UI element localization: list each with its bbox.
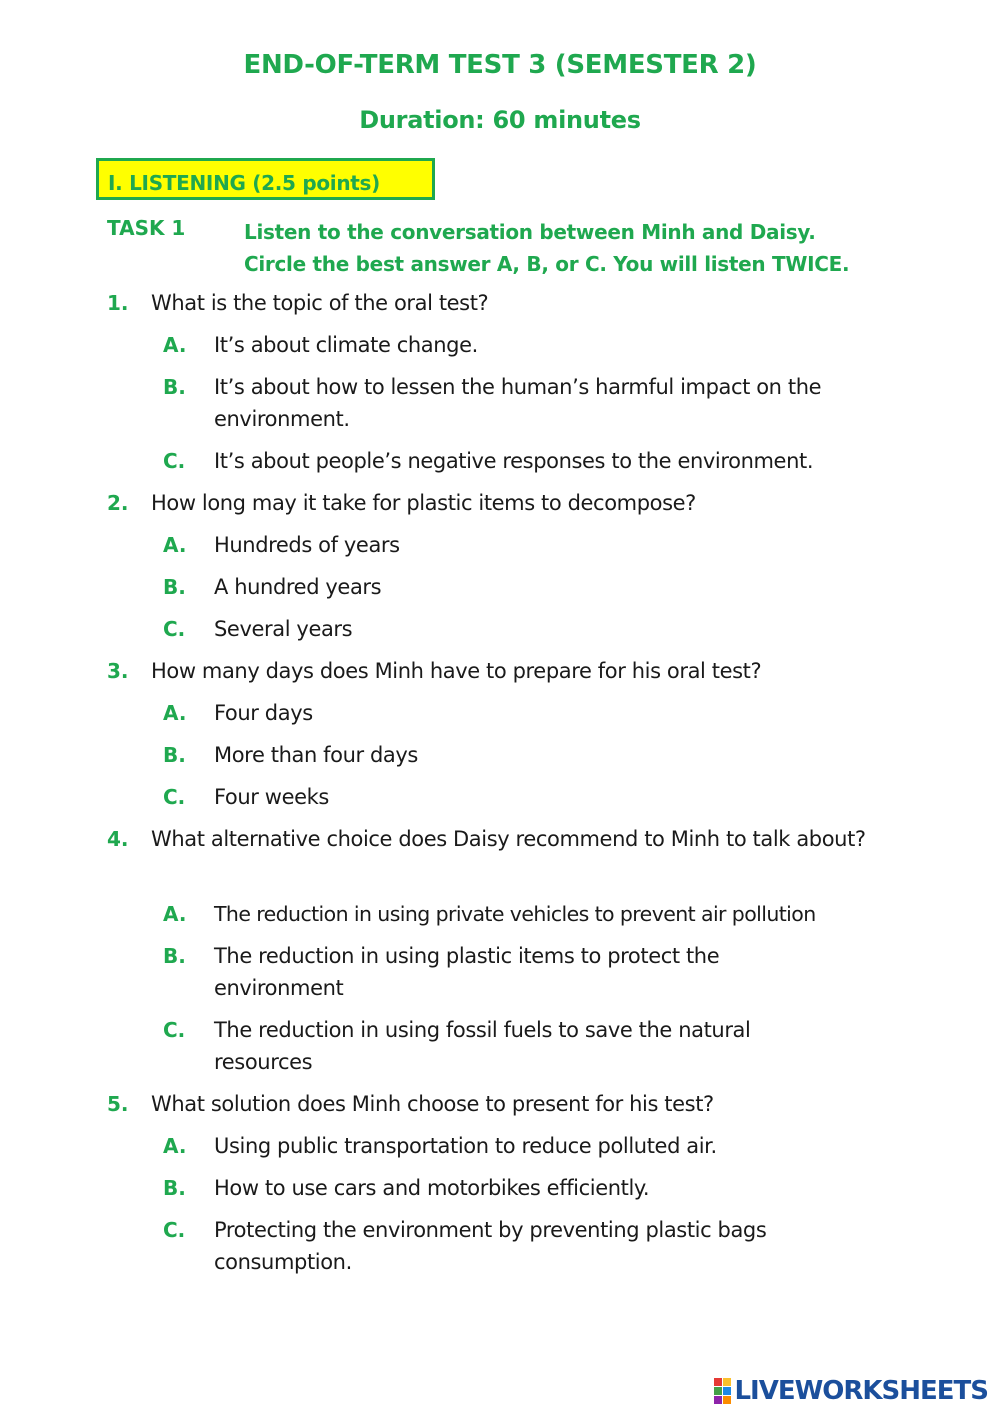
question-text: What is the topic of the oral test? [151,291,489,315]
option-letter[interactable]: A. [163,701,187,725]
option-letter[interactable]: B. [163,743,186,767]
option-text[interactable]: Several years [214,617,353,641]
task-instruction-line: Circle the best answer A, B, or C. You will listen TWICE. [244,252,850,276]
question-text: What alternative choice does Daisy recommend to Minh to talk about? [151,827,866,851]
option-letter[interactable]: B. [163,375,186,399]
brand-logo [714,1375,988,1407]
task-instruction [244,216,924,280]
option-text[interactable]: Four days [214,701,313,725]
option-text[interactable]: How to use cars and motorbikes efficiently. [214,1176,650,1200]
option-text[interactable]: It’s about how to lessen the human’s harmful impact on the environment. [214,375,822,431]
option-text[interactable]: Using public transportation to reduce polluted air. [214,1134,717,1158]
icon-tile [714,1387,722,1395]
option-letter[interactable]: A. [163,533,187,557]
option-letter[interactable]: C. [163,1218,186,1242]
liveworksheets-icon [714,1378,731,1404]
question-text: What solution does Minh choose to present for his test? [151,1092,714,1116]
option-text[interactable]: It’s about people’s negative responses to the environment. [214,449,814,473]
question-number: 4. [107,827,129,851]
option-letter[interactable]: B. [163,575,186,599]
section-heading-box [96,158,435,200]
option-text[interactable]: The reduction in using private vehicles to prevent air pollution [214,902,816,926]
page-title: END-OF-TERM TEST 3 (SEMESTER 2) [243,50,757,80]
option-letter[interactable]: A. [163,902,187,926]
option-letter[interactable]: C. [163,785,186,809]
duration-label: Duration: 60 minutes [359,106,641,134]
option-letter[interactable]: C. [163,1018,186,1042]
option-text[interactable]: Four weeks [214,785,329,809]
icon-tile [723,1378,731,1386]
option-letter[interactable]: A. [163,333,187,357]
option-text[interactable]: A hundred years [214,575,382,599]
question-text: How long may it take for plastic items to decompose? [151,491,696,515]
option-text[interactable]: It’s about climate change. [214,333,478,357]
icon-tile [714,1378,722,1386]
option-text[interactable]: The reduction in using plastic items to protect the environment [214,944,720,1000]
question-text: How many days does Minh have to prepare for his oral test? [151,659,762,683]
section-heading: I. LISTENING (2.5 points) [108,171,380,195]
option-letter[interactable]: C. [163,449,186,473]
brand-name: LIVEWORKSHEETS [734,1376,988,1406]
icon-tile [723,1387,731,1395]
option-text[interactable]: More than four days [214,743,418,767]
option-letter[interactable]: A. [163,1134,187,1158]
task-instruction-line: Listen to the conversation between Minh and Daisy. [244,220,816,244]
question-number: 1. [107,291,129,315]
option-text[interactable]: The reduction in using fossil fuels to save the natural resources [214,1018,751,1074]
task-label: TASK 1 [107,216,186,240]
option-letter[interactable]: C. [163,617,186,641]
option-letter[interactable]: B. [163,944,186,968]
option-letter[interactable]: B. [163,1176,186,1200]
question-number: 5. [107,1092,129,1116]
question-number: 2. [107,491,129,515]
icon-tile [714,1396,722,1404]
option-text[interactable]: Hundreds of years [214,533,400,557]
icon-tile [723,1396,731,1404]
question-number: 3. [107,659,129,683]
option-text[interactable]: Protecting the environment by preventing plastic bags consumption. [214,1218,767,1274]
